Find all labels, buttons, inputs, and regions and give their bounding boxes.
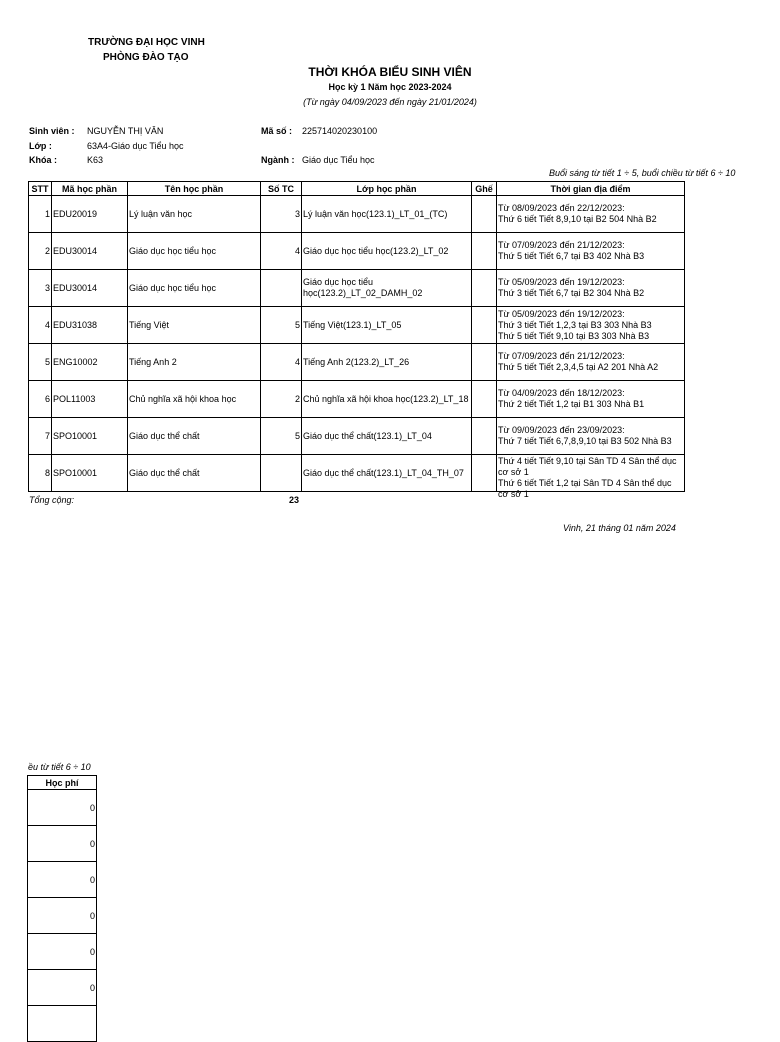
cell-name: Giáo dục thể chất xyxy=(128,418,261,455)
table-row xyxy=(29,270,685,307)
fee-row xyxy=(28,862,97,898)
course-label: Khóa : xyxy=(29,155,57,165)
cell-seat xyxy=(472,233,497,270)
cell-credits: 2 xyxy=(261,381,302,418)
header-name: Tên học phần xyxy=(128,182,261,196)
time-text: Từ 04/09/2023 đến 18/12/2023: Thứ 2 tiết Tiết 1,2 tại B1 303 Nhà B1 xyxy=(498,388,645,409)
student-id: 225714020230100 xyxy=(302,126,378,136)
cell-code: EDU30014 xyxy=(52,270,128,307)
cell-stt: 3 xyxy=(29,270,52,307)
date-range: (Từ ngày 04/09/2023 đến ngày 21/01/2024) xyxy=(303,97,477,107)
cell-class: Giáo dục học tiểu học(123.2)_LT_02_DAMH_02 xyxy=(302,270,472,307)
cell-class: Tiếng Anh 2(123.2)_LT_26 xyxy=(302,344,472,381)
cell-class: Tiếng Việt(123.1)_LT_05 xyxy=(302,307,472,344)
cell-time xyxy=(497,418,685,455)
cell-name: Giáo dục học tiểu học xyxy=(128,270,261,307)
cell-name: Chủ nghĩa xã hội khoa học xyxy=(128,381,261,418)
header-code: Mã học phần xyxy=(52,182,128,196)
page-title: THỜI KHÓA BIỂU SINH VIÊN xyxy=(308,65,472,79)
cell-name: Giáo dục thể chất xyxy=(128,455,261,492)
time-text: Thứ 4 tiết Tiết 9,10 tại Sân TD 4 Sân thể dục cơ sở 1 Thứ 6 tiết Tiết 1,2 tại Sân TD 4 Sân thể dục cơ sở 1 xyxy=(498,455,677,499)
table-row xyxy=(29,381,685,418)
cell-seat xyxy=(472,455,497,492)
cell-fee xyxy=(28,1006,97,1042)
time-text: Từ 07/09/2023 đến 21/12/2023: Thứ 5 tiết Tiết 2,3,4,5 tại A2 201 Nhà A2 xyxy=(498,351,659,372)
fee-row xyxy=(28,970,97,1006)
cell-credits: 5 xyxy=(261,307,302,344)
cell-credits: 3 xyxy=(261,196,302,233)
total-label: Tổng cộng: xyxy=(29,495,75,505)
table-row xyxy=(29,196,685,233)
table-row xyxy=(29,344,685,381)
cell-code: SPO10001 xyxy=(52,455,128,492)
fee-table xyxy=(27,775,97,1042)
cell-stt: 6 xyxy=(29,381,52,418)
cell-time xyxy=(497,455,685,499)
fee-row xyxy=(28,898,97,934)
student-id-label: Mã số : xyxy=(261,126,293,136)
cell-class: Giáo dục thể chất(123.1)_LT_04_TH_07 xyxy=(302,455,472,492)
fee-row xyxy=(28,826,97,862)
cell-fee: 0 xyxy=(28,970,97,1006)
cell-seat xyxy=(472,344,497,381)
cell-fee: 0 xyxy=(28,934,97,970)
semester: Học kỳ 1 Năm học 2023-2024 xyxy=(328,82,452,92)
table-row xyxy=(29,455,685,492)
cell-name: Lý luận văn học xyxy=(128,196,261,233)
time-text: Từ 05/09/2023 đến 19/12/2023: Thứ 3 tiết Tiết 6,7 tại B2 304 Nhà B2 xyxy=(498,277,645,298)
cell-credits: 4 xyxy=(261,344,302,381)
cell-name: Giáo dục học tiểu học xyxy=(128,233,261,270)
header-class: Lớp học phần xyxy=(302,182,472,196)
cell-seat xyxy=(472,381,497,418)
cell-class: Giáo dục thể chất(123.1)_LT_04 xyxy=(302,418,472,455)
fee-row xyxy=(28,934,97,970)
cell-stt: 4 xyxy=(29,307,52,344)
cell-credits: 4 xyxy=(261,233,302,270)
total-credits: 23 xyxy=(289,495,300,505)
table-row xyxy=(29,418,685,455)
student-name: NGUYỄN THỊ VÂN xyxy=(87,126,164,136)
class-label: Lớp : xyxy=(29,141,52,151)
time-text: Từ 08/09/2023 đến 22/12/2023: Thứ 6 tiết Tiết 8,9,10 tại B2 504 Nhà B2 xyxy=(498,203,657,224)
cell-fee: 0 xyxy=(28,898,97,934)
student-course: K63 xyxy=(87,155,104,165)
cell-code: POL11003 xyxy=(52,381,128,418)
time-text: Từ 05/09/2023 đến 19/12/2023: Thứ 3 tiết Tiết 1,2,3 tại B3 303 Nhà B3 Thứ 5 tiết Tiết 9,10 tại B3 303 Nhà B3 xyxy=(498,308,652,341)
cell-class: Lý luận văn học(123.1)_LT_01_(TC) xyxy=(302,196,472,233)
cell-time xyxy=(497,344,685,381)
cell-code: EDU20019 xyxy=(52,196,128,233)
table-row xyxy=(29,233,685,270)
student-name-label: Sinh viên : xyxy=(29,126,75,136)
header-fee: Học phí xyxy=(28,776,97,790)
student-class: 63A4-Giáo dục Tiểu học xyxy=(87,141,184,151)
table-header-row xyxy=(29,182,685,196)
cell-seat xyxy=(472,418,497,455)
cell-code: SPO10001 xyxy=(52,418,128,455)
cell-seat xyxy=(472,307,497,344)
major-label: Ngành : xyxy=(261,155,295,165)
footer-date: Vinh, 21 tháng 01 năm 2024 xyxy=(563,523,676,533)
header-time: Thời gian địa điểm xyxy=(497,182,685,196)
header-stt: STT xyxy=(29,182,52,196)
cell-stt: 7 xyxy=(29,418,52,455)
cell-time xyxy=(497,270,685,307)
school-name: TRƯỜNG ĐẠI HỌC VINH xyxy=(88,37,205,48)
cell-time xyxy=(497,307,685,344)
cell-stt: 1 xyxy=(29,196,52,233)
cell-fee: 0 xyxy=(28,826,97,862)
session-note: Buổi sáng từ tiết 1 ÷ 5, buổi chiều từ tiết 6 ÷ 10 xyxy=(549,168,736,178)
cell-name: Tiếng Việt xyxy=(128,307,261,344)
cell-time xyxy=(497,196,685,233)
cell-code: EDU30014 xyxy=(52,233,128,270)
cell-class: Chủ nghĩa xã hội khoa học(123.2)_LT_18 xyxy=(302,381,472,418)
cell-seat xyxy=(472,270,497,307)
cell-stt: 8 xyxy=(29,455,52,492)
cell-seat xyxy=(472,196,497,233)
header-credits: Số TC xyxy=(261,182,302,196)
cell-code: ENG10002 xyxy=(52,344,128,381)
cell-credits: 5 xyxy=(261,418,302,455)
cell-stt: 5 xyxy=(29,344,52,381)
cell-class: Giáo dục học tiểu học(123.2)_LT_02 xyxy=(302,233,472,270)
session-note-continued: ều từ tiết 6 ÷ 10 xyxy=(28,762,91,772)
cell-fee: 0 xyxy=(28,790,97,826)
student-major: Giáo dục Tiểu học xyxy=(302,155,375,165)
department-name: PHÒNG ĐÀO TẠO xyxy=(103,52,189,63)
header-seat: Ghế xyxy=(472,182,497,196)
cell-time xyxy=(497,381,685,418)
cell-time xyxy=(497,233,685,270)
cell-name: Tiếng Anh 2 xyxy=(128,344,261,381)
time-text: Từ 09/09/2023 đến 23/09/2023: Thứ 7 tiết Tiết 6,7,8,9,10 tại B3 502 Nhà B3 xyxy=(498,425,672,446)
schedule-table xyxy=(28,181,685,499)
fee-row xyxy=(28,1006,97,1042)
cell-code: EDU31038 xyxy=(52,307,128,344)
time-text: Từ 07/09/2023 đến 21/12/2023: Thứ 5 tiết Tiết 6,7 tại B3 402 Nhà B3 xyxy=(498,240,645,261)
cell-credits xyxy=(261,455,302,492)
fee-row xyxy=(28,790,97,826)
cell-stt: 2 xyxy=(29,233,52,270)
cell-fee: 0 xyxy=(28,862,97,898)
table-row xyxy=(29,307,685,344)
cell-credits xyxy=(261,270,302,307)
